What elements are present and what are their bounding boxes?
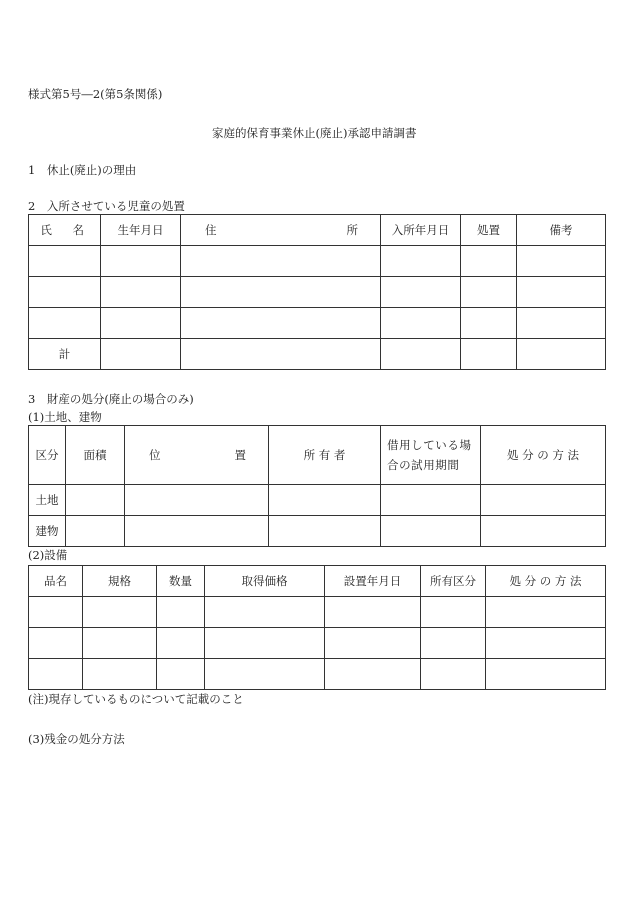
- table-row: [29, 277, 606, 308]
- header-lease-line1: 借用している場: [387, 438, 472, 452]
- header-spec: 規格: [83, 566, 157, 597]
- land-building-table: [28, 425, 606, 547]
- note: (注)現存しているものについて記載のこと: [28, 692, 244, 706]
- header-measure: 処置: [461, 215, 517, 246]
- form-id: 様式第5号―2(第5条関係): [28, 87, 163, 101]
- header-disposal-method: 処 分 の 方 法: [481, 426, 606, 485]
- table-row: [29, 659, 606, 690]
- table-row: [29, 246, 606, 277]
- section3-heading: 3 財産の処分(廃止の場合のみ): [28, 392, 194, 406]
- header-location: [125, 426, 269, 485]
- header-acquisition-price: 取得価格: [205, 566, 325, 597]
- table-row: [29, 308, 606, 339]
- section1-heading: 1 休止(廃止)の理由: [28, 163, 137, 177]
- header-location-part2: 置: [234, 448, 246, 462]
- header-area: 面積: [66, 426, 125, 485]
- children-table: [28, 214, 606, 370]
- header-ownership: 所有区分: [421, 566, 486, 597]
- document-title: 家庭的保育事業休止(廃止)承認申請調書: [212, 126, 417, 140]
- table-row: [29, 485, 606, 516]
- header-owner: 所 有 者: [269, 426, 381, 485]
- row-land: 土地: [29, 485, 66, 516]
- header-lease-line2: 合の試用期間: [387, 458, 460, 472]
- total-row: [29, 339, 606, 370]
- header-address-part1: 住: [205, 223, 217, 237]
- header-location-part1: 位: [149, 448, 161, 462]
- header-name: 氏 名: [29, 215, 101, 246]
- table-row: [29, 597, 606, 628]
- header-lease-period: [381, 426, 481, 485]
- header-admission-date: 入所年月日: [381, 215, 461, 246]
- equipment-table: [28, 565, 606, 690]
- land-building-heading: (1)土地、建物: [28, 410, 102, 424]
- section2-heading: 2 入所させている児童の処置: [28, 199, 185, 213]
- equipment-heading: (2)設備: [28, 548, 68, 562]
- header-address: [181, 215, 381, 246]
- header-birthdate: 生年月日: [101, 215, 181, 246]
- total-label: 計: [29, 339, 101, 370]
- header-quantity: 数量: [157, 566, 205, 597]
- header-item-name: 品名: [29, 566, 83, 597]
- leftover-funds-heading: (3)残金の処分方法: [28, 732, 125, 746]
- row-building: 建物: [29, 516, 66, 547]
- table-row: [29, 516, 606, 547]
- header-equipment-disposal: 処 分 の 方 法: [486, 566, 606, 597]
- header-category: 区分: [29, 426, 66, 485]
- table-row: [29, 628, 606, 659]
- header-install-date: 設置年月日: [325, 566, 421, 597]
- header-remarks: 備考: [517, 215, 606, 246]
- header-address-part2: 所: [346, 223, 358, 237]
